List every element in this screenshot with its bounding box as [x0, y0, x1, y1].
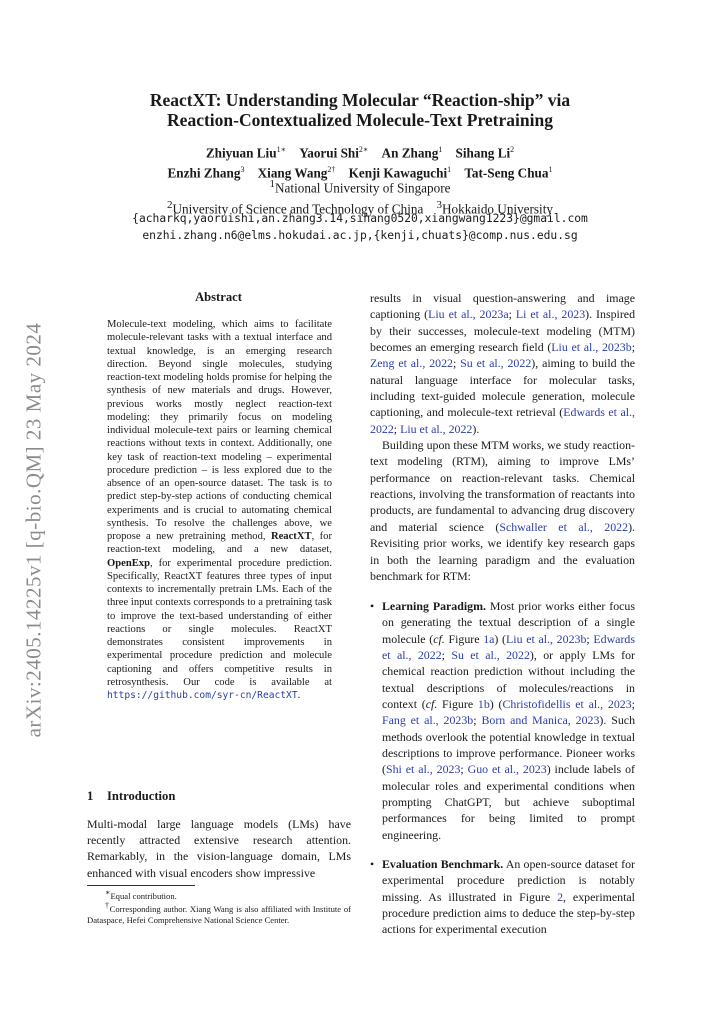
footnotes: [87, 888, 351, 926]
body-text: ;: [508, 307, 516, 322]
author-affil-mark: 2†: [327, 164, 336, 174]
bullet-evaluation-benchmark: [370, 856, 635, 938]
citation-link[interactable]: Su et al., 2022: [460, 356, 532, 371]
author-affil-mark: 3: [240, 164, 245, 174]
body-text: ;: [393, 421, 401, 436]
section-number: 1: [87, 789, 94, 803]
author-affil-mark: 2: [510, 145, 515, 154]
body-text: , experimental procedure prediction aims to deduce the step-by-step actions for experimental execution: [382, 889, 635, 937]
body-text: results in visual question-answering and image captioning (: [370, 291, 635, 322]
body-text: ;: [631, 340, 635, 355]
body-text: Most prior works either focus on generating the textual description of a single molecule (: [382, 599, 635, 646]
author-affil-mark: 1: [438, 145, 443, 154]
author-affil-mark: 1: [447, 164, 452, 174]
citation-link[interactable]: Liu et al., 2023a: [428, 307, 509, 322]
body-text: ), aiming to build the natural language interface for molecular tasks, including text-guided molecule generation, molecule captioning, and molecule-text retrieval (: [370, 356, 635, 420]
body-text: ).: [472, 421, 480, 436]
abstract-text: , for experimental procedure prediction. Specifically, ReactXT features three types of input contexts to incrementally pretrain LMs. Each of the three input contexts corresponds to a pretraining task to improve the text-based understanding of either reactions or single molecules. ReactXT demonstrates consistent improvements in experimental procedure prediction and molecule captioning and offers competitive results in retrosynthesis. Our code is available at: [107, 557, 332, 688]
paper-title: [80, 90, 640, 130]
footnote-rule: [87, 885, 195, 886]
paragraph: [370, 290, 635, 437]
affil-name: University of Science and Technology of China: [172, 201, 424, 217]
citation-link[interactable]: Liu et al., 2022: [400, 421, 473, 436]
citation-link[interactable]: Edwards et al., 2022: [370, 405, 635, 436]
code-link[interactable]: https://github.com/syr-cn/ReactXT: [107, 690, 298, 701]
affil-mark: 3: [436, 198, 442, 211]
author-name: Tat-Seng Chua: [464, 165, 549, 181]
citation-link[interactable]: Born and Manica, 2023: [481, 713, 600, 728]
body-text: Figure: [444, 631, 484, 646]
body-text: ), or apply LMs for chemical reaction prediction without including the textual descriptions of molecules/reactions in context (: [382, 648, 635, 712]
body-text: Building upon these MTM works, we study reaction-text modeling (RTM), aiming to improve LMs’ performance on reaction-relevant tasks. Chemical reactions, involving the transformation of reactants into products, are fundamental to advancing drug discovery and material science (: [370, 438, 635, 534]
method-name: ReactXT: [270, 531, 312, 542]
arxiv-stamp: [14, 300, 54, 760]
section-title: Introduction: [107, 789, 176, 803]
email-line-2: enzhi.zhang.n6@elms.hokudai.ac.jp,{kenji,chuats}@comp.nus.edu.sg: [142, 229, 578, 242]
bullet-heading: Evaluation Benchmark.: [382, 857, 504, 871]
footnote-2: [87, 901, 351, 925]
abstract-text: , for reaction-text modeling, and a new dataset,: [107, 531, 332, 556]
body-text: ). Inspired by their successes, molecule-text modeling (MTM) becomes an emerging research field (: [370, 307, 636, 355]
body-text: ;: [452, 356, 461, 371]
intro-paragraph: Multi-modal large language models (LMs) have recently attracted extensive research attention. Remarkably, in the vision-language domain, LMs enhanced with visual encoders show impressive: [87, 817, 351, 880]
body-text: ;: [631, 697, 635, 712]
dataset-name: OpenExp: [107, 557, 150, 569]
body-text: ). Such methods overlook the potential knowledge in textual descriptions to improve performance. Pioneer works (: [382, 713, 636, 777]
citation-link[interactable]: Edwards et al., 2022: [382, 631, 635, 663]
body-text: ;: [460, 762, 468, 777]
figure-link[interactable]: 1b: [477, 697, 490, 712]
right-column: [370, 290, 635, 584]
author-emails: [60, 210, 660, 244]
citation-link[interactable]: Christofidellis et al., 2023: [502, 697, 632, 712]
bullet-item: [370, 598, 635, 843]
paragraph: [370, 437, 635, 584]
author-name: Xiang Wang: [257, 165, 328, 181]
arxiv-id: arXiv:2405.14225v1 [q-bio.QM] 23 May 2024: [21, 322, 46, 738]
abstract-text: Molecule-text modeling, which aims to facilitate molecule-relevant tasks with a textual interface and textual knowledge, is an emerging research direction. Beyond single molecules, studying reaction-text modeling holds promise for helping the synthesis of new materials and drugs. However, previous works mostly neglect reaction-text modeling: they primarily focus on modeling individual molecule-text pairs or learning chemical reactions without texts in context. Additionally, one key task of reaction-text modeling – experimental procedure prediction – is less explored due to the absence of an open-source dataset. The task is to predict step-by-step actions of conducting chemical experiments and is crucial to automating chemical synthesis. To resolve the challenges above, we propose a new pretraining method,: [107, 319, 332, 542]
author-affil-mark: 1∗: [276, 145, 286, 154]
affiliation-1: [80, 176, 640, 197]
abstract-text: .: [297, 690, 301, 701]
footnote-text: Equal contribution.: [110, 890, 177, 901]
citation-link[interactable]: Fang et al., 2023b: [382, 713, 474, 728]
abstract-body: [107, 318, 332, 702]
body-text: An open-source dataset for experimental procedure prediction is notably missing. As illustrated in Figure: [382, 857, 636, 904]
author-name: Enzhi Zhang: [167, 165, 241, 181]
author-name: Kenji Kawaguchi: [348, 165, 448, 181]
body-text: ;: [586, 631, 594, 646]
footnote-mark: †: [105, 901, 110, 911]
figure-link[interactable]: 1a: [483, 631, 495, 646]
title-line-1: ReactXT: Understanding Molecular “Reaction-ship” via: [149, 90, 571, 110]
body-text: cf.: [425, 697, 438, 712]
footnote-1: [87, 888, 351, 901]
citation-link[interactable]: Shi et al., 2023: [385, 762, 461, 777]
author-name: Sihang Li: [455, 145, 511, 161]
body-text: cf.: [433, 631, 445, 646]
body-text: ) (: [489, 697, 503, 712]
bullet-dot: •: [370, 599, 375, 613]
citation-link[interactable]: Li et al., 2023: [515, 307, 586, 322]
bullet-learning-paradigm: [370, 598, 635, 843]
author-row-1: [80, 142, 640, 162]
citation-link[interactable]: Schwaller et al., 2022: [499, 519, 629, 534]
body-text: ;: [441, 648, 452, 663]
author-name: Zhiyuan Liu: [205, 145, 277, 161]
author-name: An Zhang: [381, 145, 439, 161]
abstract-heading: Abstract: [195, 290, 242, 304]
citation-link[interactable]: Liu et al., 2023b: [551, 340, 632, 355]
email-line-1: {acharkq,yaoruishi,an.zhang3.14,sihang0520,xiangwang1223}@gmail.com: [132, 212, 588, 225]
affil-mark: 1: [269, 178, 276, 190]
citation-link[interactable]: Zeng et al., 2022: [370, 356, 453, 371]
author-name: Yaorui Shi: [299, 145, 359, 161]
body-text: ) include labels of molecular roles and experimental conditions when prompting ChatGPT, but achieve suboptimal performances for being limited to prompt engineering.: [382, 762, 635, 842]
citation-link[interactable]: Guo et al., 2023: [467, 762, 547, 777]
bullet-dot: •: [370, 857, 375, 871]
body-text: ). Revisiting prior works, we identify key research gaps in both the learning paradigm and the evaluation benchmark for RTM:: [370, 519, 635, 583]
body-text: Figure: [437, 697, 478, 712]
footnote-text: Corresponding author. Xiang Wang is also affiliated with Institute of Dataspace, Hefei Comprehensive National Science Center.: [87, 904, 351, 925]
author-affil-mark: 1: [548, 164, 553, 174]
affil-name: Hokkaido University: [442, 201, 553, 217]
title-line-2: Reaction-Contextualized Molecule-Text Pretraining: [167, 110, 553, 130]
bullet-item: [370, 856, 635, 938]
citation-link[interactable]: Su et al., 2022: [451, 648, 530, 663]
affil-mark: 2: [167, 198, 173, 211]
footnote-mark: ∗: [105, 888, 111, 897]
section-heading: [87, 789, 175, 804]
figure-link[interactable]: 2: [557, 889, 564, 904]
author-affil-mark: 2∗: [358, 145, 369, 154]
affil-name: National University of Singapore: [275, 180, 451, 196]
body-text: ) (: [494, 631, 507, 646]
body-text: ;: [473, 713, 482, 728]
bullet-heading: Learning Paradigm.: [382, 599, 486, 613]
citation-link[interactable]: Liu et al., 2023b: [506, 631, 587, 646]
